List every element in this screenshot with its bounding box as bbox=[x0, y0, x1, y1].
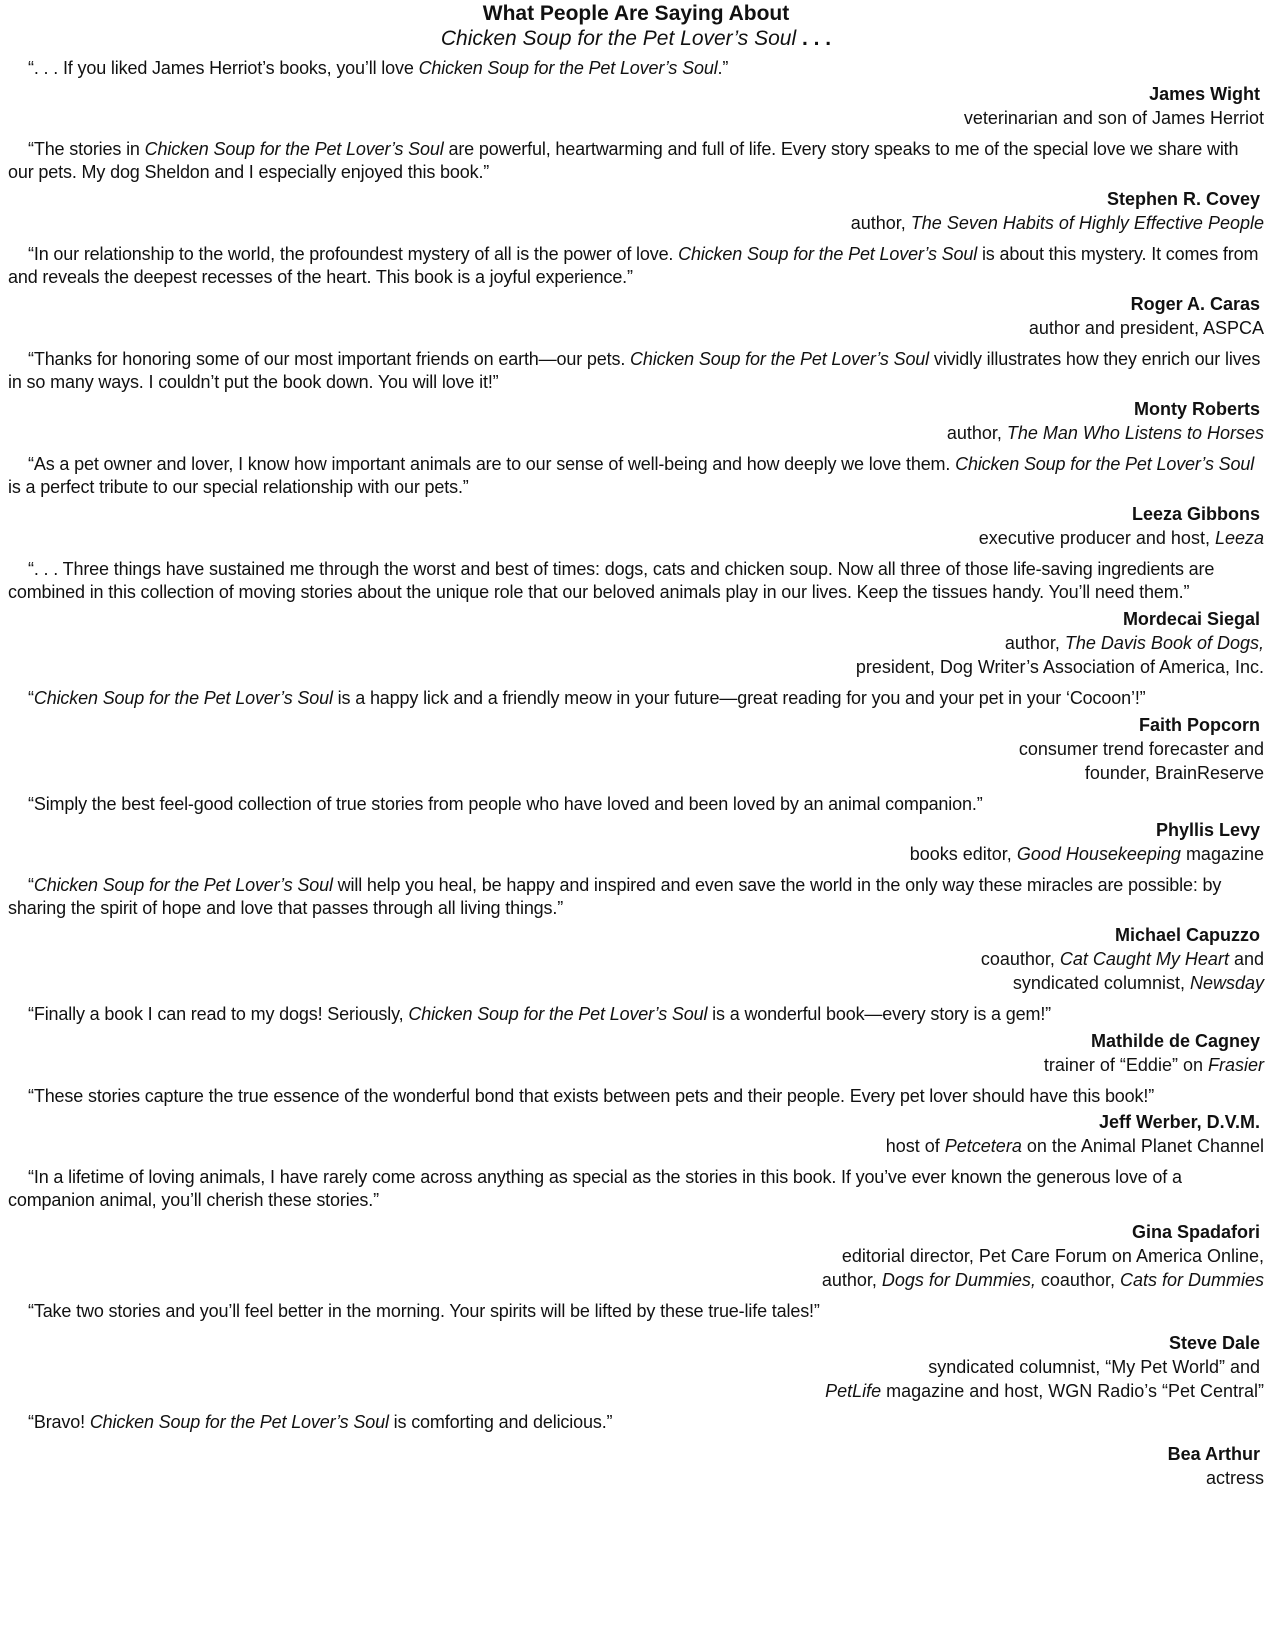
author-role bbox=[8, 737, 1264, 761]
author-role bbox=[8, 1379, 1264, 1403]
work-title-italic: Leeza bbox=[1214, 528, 1264, 548]
author-role bbox=[8, 761, 1264, 785]
testimonial bbox=[8, 1085, 1264, 1158]
role-text: coauthor, bbox=[1035, 1270, 1120, 1290]
quote-text: “Finally a book I can read to my dogs! Seriously, bbox=[28, 1004, 409, 1024]
testimonial-attribution bbox=[8, 713, 1264, 785]
book-title-italic: Chicken Soup for the Pet Lover’s Soul bbox=[33, 688, 333, 708]
author-role bbox=[8, 1466, 1264, 1490]
quote-text: vividly illustrates how they enrich our lives in so many ways. I couldn’t put the book down. You will love it!” bbox=[8, 349, 1261, 392]
testimonial-quote bbox=[8, 243, 1264, 289]
testimonial-attribution bbox=[8, 82, 1264, 130]
author-name: Roger A. Caras bbox=[1130, 294, 1260, 314]
quote-text: are powerful, heartwarming and full of life. Every story speaks to me of the special love we share with our pets. My dog Sheldon and I especially enjoyed this book.” bbox=[8, 139, 1239, 182]
testimonial-attribution bbox=[8, 1220, 1264, 1292]
title-ellipsis: . . . bbox=[801, 27, 832, 50]
role-text: executive producer and host, bbox=[978, 528, 1215, 548]
quote-text: is a happy lick and a friendly meow in your future—great reading for you and your pet in your ‘Cocoon’!” bbox=[332, 688, 1146, 708]
work-title-italic: Cats for Dummies bbox=[1119, 1270, 1264, 1290]
author-role bbox=[8, 316, 1264, 340]
testimonial-quote bbox=[8, 453, 1264, 499]
quote-text: .” bbox=[717, 58, 729, 78]
author-name: Mordecai Siegal bbox=[1122, 609, 1260, 629]
testimonial-attribution bbox=[8, 292, 1264, 340]
testimonial-attribution bbox=[8, 1331, 1264, 1403]
role-text: trainer of “Eddie” on bbox=[1043, 1055, 1208, 1075]
author-role bbox=[8, 1244, 1264, 1268]
page bbox=[8, 0, 1264, 1490]
role-text: coauthor, bbox=[980, 949, 1060, 969]
quote-text: “Bravo! bbox=[28, 1412, 90, 1432]
author-role bbox=[8, 655, 1264, 679]
role-text: actress bbox=[1205, 1468, 1264, 1488]
testimonial-quote bbox=[8, 558, 1264, 604]
book-title-italic: Chicken Soup for the Pet Lover’s Soul bbox=[955, 454, 1255, 474]
author-name: Leeza Gibbons bbox=[1131, 504, 1260, 524]
author-role bbox=[8, 971, 1264, 995]
author-name: Monty Roberts bbox=[1134, 399, 1260, 419]
testimonial-attribution bbox=[8, 607, 1264, 679]
quote-text: “. . . If you liked James Herriot’s books, you’ll love bbox=[28, 58, 419, 78]
role-text: author, bbox=[850, 213, 911, 233]
quote-text: “In our relationship to the world, the profoundest mystery of all is the power of love. bbox=[28, 244, 679, 264]
author-role bbox=[8, 842, 1264, 866]
testimonial-quote bbox=[8, 138, 1264, 184]
role-text: editorial director, Pet Care Forum on America Online, bbox=[841, 1246, 1264, 1266]
quote-text: “These stories capture the true essence of the wonderful bond that exists between pets and their people. Every pet lover should have this book!” bbox=[28, 1086, 1155, 1106]
testimonial-attribution bbox=[8, 502, 1264, 550]
quote-text: “The stories in bbox=[28, 139, 145, 159]
quote-text: “Take two stories and you’ll feel better in the morning. Your spirits will be lifted by these true-life tales!” bbox=[28, 1301, 820, 1321]
work-title-italic: PetLife bbox=[825, 1381, 882, 1401]
quote-text: “As a pet owner and lover, I know how important animals are to our sense of well-being and how deeply we love them. bbox=[28, 454, 956, 474]
author-role bbox=[8, 631, 1264, 655]
testimonial-attribution bbox=[8, 1110, 1264, 1158]
author-role bbox=[8, 106, 1264, 130]
quote-text: “Thanks for honoring some of our most important friends on earth—our pets. bbox=[28, 349, 631, 369]
testimonial bbox=[8, 57, 1264, 130]
role-text: consumer trend forecaster and bbox=[1018, 739, 1264, 759]
testimonial-attribution bbox=[8, 397, 1264, 445]
author-name: Steve Dale bbox=[1168, 1333, 1260, 1353]
work-title-italic: Frasier bbox=[1207, 1055, 1264, 1075]
author-role bbox=[8, 1268, 1264, 1292]
testimonial-quote bbox=[8, 1166, 1264, 1212]
role-text: author, bbox=[821, 1270, 882, 1290]
book-title-italic: Chicken Soup for the Pet Lover’s Soul bbox=[630, 349, 930, 369]
role-text: author, bbox=[946, 423, 1007, 443]
book-title-italic: Chicken Soup for the Pet Lover’s Soul bbox=[33, 875, 333, 895]
testimonial-quote bbox=[8, 1085, 1264, 1108]
work-title-italic: Dogs for Dummies, bbox=[881, 1270, 1036, 1290]
role-text: syndicated columnist, “My Pet World” and bbox=[928, 1357, 1260, 1377]
quote-text: is comforting and delicious.” bbox=[388, 1412, 613, 1432]
work-title-italic: Good Housekeeping bbox=[1016, 844, 1181, 864]
author-name: Michael Capuzzo bbox=[1114, 925, 1260, 945]
testimonial-attribution bbox=[8, 1029, 1264, 1077]
testimonial-quote bbox=[8, 793, 1264, 816]
testimonial-quote bbox=[8, 1003, 1264, 1026]
work-title-italic: Newsday bbox=[1189, 973, 1264, 993]
testimonial bbox=[8, 1300, 1264, 1403]
author-role bbox=[8, 1355, 1264, 1379]
role-text: and bbox=[1228, 949, 1264, 969]
book-title-italic: Chicken Soup for the Pet Lover’s Soul bbox=[418, 58, 718, 78]
quote-text: “Simply the best feel-good collection of true stories from people who have loved and been loved by an animal companion.” bbox=[28, 794, 983, 814]
page-title bbox=[8, 1, 1264, 51]
title-line-1: What People Are Saying About bbox=[482, 2, 790, 25]
testimonial bbox=[8, 874, 1264, 995]
testimonial-list bbox=[8, 57, 1264, 1490]
quote-text: “In a lifetime of loving animals, I have rarely come across anything as special as the stories in this book. If you’ve ever known the generous love of a companion animal, you’ll cherish these stories.” bbox=[8, 1167, 1182, 1210]
work-title-italic: The Davis Book of Dogs, bbox=[1064, 633, 1264, 653]
quote-text: “ bbox=[28, 875, 34, 895]
quote-text: is a wonderful book—every story is a gem!” bbox=[707, 1004, 1052, 1024]
role-text: books editor, bbox=[909, 844, 1017, 864]
work-title-italic: Petcetera bbox=[944, 1136, 1022, 1156]
role-text: syndicated columnist, bbox=[1012, 973, 1190, 993]
author-name: Bea Arthur bbox=[1167, 1444, 1260, 1464]
author-name: Mathilde de Cagney bbox=[1090, 1031, 1260, 1051]
testimonial-quote bbox=[8, 57, 1264, 80]
author-role bbox=[8, 421, 1264, 445]
testimonial-quote bbox=[8, 874, 1264, 920]
author-role bbox=[8, 1053, 1264, 1077]
role-text: author and president, ASPCA bbox=[1028, 318, 1264, 338]
role-text: president, Dog Writer’s Association of America, Inc. bbox=[855, 657, 1264, 677]
testimonial-attribution bbox=[8, 923, 1264, 995]
quote-text: “. . . Three things have sustained me through the worst and best of times: dogs, cats and chicken soup. Now all three of those life-saving ingredients are combined in this collection of moving stories about the unique role that our beloved animals play in our lives. Keep the tissues handy. You’ll need them.” bbox=[8, 559, 1215, 602]
work-title-italic: Cat Caught My Heart bbox=[1059, 949, 1229, 969]
testimonial bbox=[8, 243, 1264, 340]
author-name: Phyllis Levy bbox=[1155, 820, 1260, 840]
testimonial bbox=[8, 453, 1264, 550]
quote-text: will help you heal, be happy and inspired and even save the world in the only way these miracles are possible: by sharing the spirit of hope and love that passes through all living things.” bbox=[8, 875, 1222, 918]
author-name: Jeff Werber, D.V.M. bbox=[1098, 1112, 1260, 1132]
book-title-italic: Chicken Soup for the Pet Lover’s Soul bbox=[89, 1412, 389, 1432]
book-title-italic: Chicken Soup for the Pet Lover’s Soul bbox=[144, 139, 444, 159]
author-name: Faith Popcorn bbox=[1139, 715, 1260, 735]
work-title-italic: The Seven Habits of Highly Effective People bbox=[910, 213, 1264, 233]
quote-text: is about this mystery. It comes from and reveals the deepest recesses of the heart. This book is a joyful experience.” bbox=[8, 244, 1259, 287]
testimonial-attribution bbox=[8, 187, 1264, 235]
book-title-italic: Chicken Soup for the Pet Lover’s Soul bbox=[408, 1004, 708, 1024]
testimonial-quote bbox=[8, 687, 1264, 710]
testimonial bbox=[8, 1003, 1264, 1077]
testimonial-quote bbox=[8, 1411, 1264, 1434]
author-name: James Wight bbox=[1149, 84, 1260, 104]
author-role bbox=[8, 526, 1264, 550]
role-text: on the Animal Planet Channel bbox=[1021, 1136, 1264, 1156]
work-title-italic: The Man Who Listens to Horses bbox=[1006, 423, 1264, 443]
author-role bbox=[8, 947, 1264, 971]
title-book-name: Chicken Soup for the Pet Lover’s Soul bbox=[440, 27, 797, 50]
testimonial bbox=[8, 1166, 1264, 1292]
role-text: host of bbox=[885, 1136, 945, 1156]
role-text: veterinarian and son of James Herriot bbox=[963, 108, 1264, 128]
title-line-2 bbox=[8, 26, 1264, 51]
role-text: magazine bbox=[1180, 844, 1264, 864]
author-role bbox=[8, 211, 1264, 235]
testimonial bbox=[8, 793, 1264, 866]
quote-text: is a perfect tribute to our special relationship with our pets.” bbox=[8, 477, 469, 497]
testimonial bbox=[8, 1411, 1264, 1490]
testimonial-quote bbox=[8, 1300, 1264, 1323]
role-text: author, bbox=[1004, 633, 1065, 653]
testimonial bbox=[8, 687, 1264, 785]
role-text: magazine and host, WGN Radio’s “Pet Central” bbox=[881, 1381, 1264, 1401]
role-text: founder, BrainReserve bbox=[1084, 763, 1264, 783]
testimonial-attribution bbox=[8, 818, 1264, 866]
testimonial bbox=[8, 558, 1264, 679]
testimonial bbox=[8, 348, 1264, 445]
testimonial-quote bbox=[8, 348, 1264, 394]
quote-text: “ bbox=[28, 688, 34, 708]
author-role bbox=[8, 1134, 1264, 1158]
testimonial bbox=[8, 138, 1264, 235]
book-title-italic: Chicken Soup for the Pet Lover’s Soul bbox=[678, 244, 978, 264]
testimonial-attribution bbox=[8, 1442, 1264, 1490]
author-name: Stephen R. Covey bbox=[1106, 189, 1260, 209]
author-name: Gina Spadafori bbox=[1131, 1222, 1260, 1242]
